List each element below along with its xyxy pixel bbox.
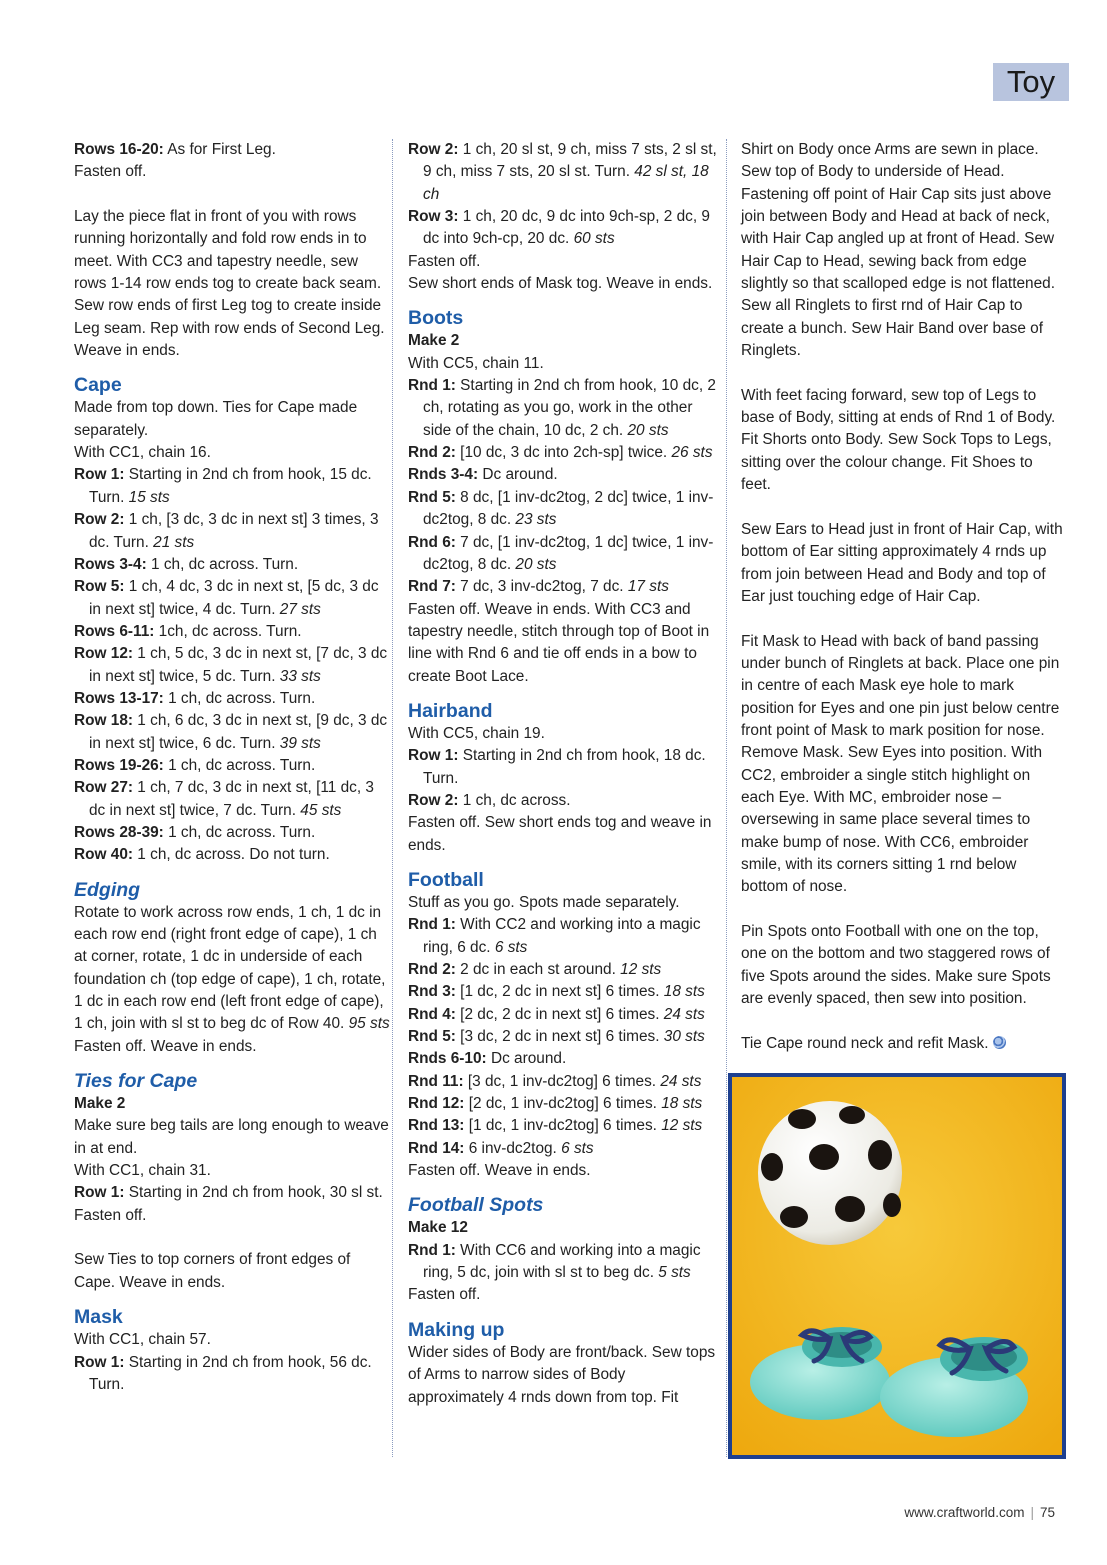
make-count: Make 2 [74,1095,126,1113]
football-and-boots-illustration [732,1077,1062,1455]
instruction-text: With CC1, chain 31. [74,1162,211,1180]
column-1 [74,139,390,1396]
yarn-ball-icon [993,1036,1006,1049]
section-heading-cape: Cape [74,374,122,397]
column-divider [726,139,727,1457]
football-icon [758,1101,902,1245]
instruction-text: Fasten off. [408,252,481,270]
instruction-row: Rnd 14: 6 inv-dc2tog. 6 sts [408,1139,594,1157]
instruction-row: Row 2: 1 ch, dc across. [408,791,571,809]
instruction-row: Row 1: Starting in 2nd ch from hook, 56 dc. Turn. [74,1353,372,1393]
instruction-row: Rnd 12: [2 dc, 1 inv-dc2tog] 6 times. 18 sts [408,1095,703,1113]
paragraph: Fasten off. Weave in ends. With CC3 and tapestry needle, stitch through top of Boot in line with Rnd 6 and tie off ends in a bow to create Boot Lace. [408,600,710,685]
section-heading-edging: Edging [74,878,141,901]
section-heading-hairband: Hairband [408,699,493,722]
instruction-row: Row 12: 1 ch, 5 dc, 3 dc in next st, [7 dc, 3 dc in next st] twice, 5 dc. Turn. 33 sts [74,645,388,685]
instruction-row: Row 40: 1 ch, dc across. Do not turn. [74,846,330,864]
website-url: www.craftworld.com [904,1505,1025,1520]
instruction-row: Rows 19-26: 1 ch, dc across. Turn. [74,756,316,774]
instruction-row: Row 2: 1 ch, [3 dc, 3 dc in next st] 3 times, 3 dc. Turn. 21 sts [74,511,379,551]
column-3 [741,139,1066,1055]
instruction-row: Row 18: 1 ch, 6 dc, 3 dc in next st, [9 dc, 3 dc in next st] twice, 6 dc. Turn. 39 sts [74,712,388,752]
paragraph: Sew Ties to top corners of front edges of Cape. Weave in ends. [74,1251,351,1291]
instruction-text: With CC1, chain 57. [74,1331,211,1349]
instruction-text: With CC5, chain 19. [408,724,545,742]
product-photo [728,1073,1066,1459]
paragraph: Wider sides of Body are front/back. Sew tops of Arms to narrow sides of Body approximately 4 rnds down from top. Fit [408,1343,716,1406]
instruction-text: Fasten off. Weave in ends. [74,1037,257,1055]
instruction-row: Row 5: 1 ch, 4 dc, 3 dc in next st, [5 dc, 3 dc in next st] twice, 4 dc. Turn. 27 sts [74,578,379,618]
instruction-text: Fasten off. [408,1286,481,1304]
instruction-row: Rnd 13: [1 dc, 1 inv-dc2tog] 6 times. 12 sts [408,1117,703,1135]
instruction-text: With CC5, chain 11. [408,354,544,372]
instruction-text: Stuff as you go. Spots made separately. [408,893,680,911]
instruction-row: Rnd 3: [1 dc, 2 dc in next st] 6 times. 18 sts [408,983,705,1001]
instruction-row: Rows 3-4: 1 ch, dc across. Turn. [74,555,299,573]
column-2 [408,139,724,1409]
instruction-text: Fasten off. [74,163,147,181]
instruction-row: Rnd 1: With CC2 and working into a magic ring, 6 dc. 6 sts [408,916,701,956]
make-count: Make 2 [408,332,460,350]
instruction-row: Rows 6-11: 1ch, dc across. Turn. [74,622,302,640]
instruction-row: Rnd 5: [3 dc, 2 dc in next st] 6 times. 30 sts [408,1028,705,1046]
paragraph: Tie Cape round neck and refit Mask. [741,1033,1066,1055]
instruction-row: Row 1: Starting in 2nd ch from hook, 30 sl st. [74,1184,383,1202]
instruction-row: Rows 28-39: 1 ch, dc across. Turn. [74,823,316,841]
instruction-row: Rnd 2: [10 dc, 3 dc into 2ch-sp] twice. 26 sts [408,444,713,462]
paragraph: Pin Spots onto Football with one on the top, one on the bottom and two staggered rows of five Spots around the sides. Make sure Spots are evenly spaced, then sew into position. [741,923,1051,1008]
paragraph: Shirt on Body once Arms are sewn in place. Sew top of Body to underside of Head. Fastening off point of Hair Cap sits just above join between Body and Head at back of neck, with Hair Cap angled up at front of Head. Sew Hair Cap to Head, sewing back from edge slightly so that scalloped edge is not flattened. Sew all Ringlets to first rnd of Hair Cap to create a bunch. Sew Hair Band over base of Ringlets. [741,141,1055,360]
paragraph: Sew Ears to Head just in front of Hair Cap, with bottom of Ear sitting approximately 4 rnds up from join between Head and Body and top of Ear just touching edge of Hair Cap. [741,520,1063,605]
column-divider [392,139,393,1457]
section-heading-boots: Boots [408,307,464,330]
instruction-text: Fasten off. [74,1206,147,1224]
instruction-row: Row 1: Starting in 2nd ch from hook, 15 dc. Turn. 15 sts [74,466,372,506]
instruction-row: Rnd 4: [2 dc, 2 dc in next st] 6 times. 24 sts [408,1005,705,1023]
instruction-row: Row 1: Starting in 2nd ch from hook, 18 dc. Turn. [408,747,706,787]
paragraph: Fasten off. Sew short ends tog and weave in ends. [408,814,712,854]
instruction-text: Sew short ends of Mask tog. Weave in ends. [408,275,713,293]
page-footer: www.craftworld.com | 75 [904,1505,1055,1520]
section-heading-ties: Ties for Cape [74,1070,198,1093]
instruction-row: Rnd 11: [3 dc, 1 inv-dc2tog] 6 times. 24 sts [408,1072,702,1090]
paragraph: With feet facing forward, sew top of Legs to base of Body, sitting at ends of Rnd 1 of Body. Fit Shorts onto Body. Sew Sock Tops to Legs, sitting over the colour change. Fit Shoes to feet. [741,386,1056,494]
instruction-row: Rows 16-20: As for First Leg. [74,141,276,158]
instruction-row: Rows 13-17: 1 ch, dc across. Turn. [74,689,316,707]
section-heading-football: Football [408,868,484,891]
instruction-text: Make sure beg tails are long enough to weave in at end. [74,1117,389,1157]
instruction-row: Rnds 3-4: Dc around. [408,466,558,484]
paragraph: Fit Mask to Head with back of band passing under bunch of Ringlets at back. Place one pin in centre of each Mask eye hole to mark position for Eyes and one pin just below centre front point of Mask to mark position for nose. Remove Mask. Sew Eyes into position. With CC2, embroider a single stitch highlight on each Eye. With MC, embroider nose – oversewing in same place several times to make bump of nose. With CC6, embroider smile, with its corners sitting 1 rnd below bottom of nose. [741,632,1060,896]
instruction-row: Rnd 6: 7 dc, [1 inv-dc2tog, 1 dc] twice, 1 inv-dc2tog, 8 dc. 20 sts [408,533,714,573]
paragraph: Rotate to work across row ends, 1 ch, 1 dc in each row end (right front edge of cape), 1 ch at corner, rotate, 1 dc in underside of each foundation ch (top edge of cape), 1 ch, rotate, 1 dc in each row end (left front edge of cape), 1 ch, join with sl st to beg dc of Row 40. 95 sts [74,903,390,1033]
instruction-row: Rnd 1: Starting in 2nd ch from hook, 10 dc, 2 ch, rotating as you go, work in the other side of the chain, 10 dc, 2 ch. 20 sts [408,377,716,439]
section-heading-football-spots: Football Spots [408,1194,544,1217]
page-number: 75 [1039,1505,1055,1520]
section-heading-making-up: Making up [408,1318,505,1341]
instruction-text: Made from top down. Ties for Cape made separately. [74,399,358,439]
instruction-row: Rnd 5: 8 dc, [1 inv-dc2tog, 2 dc] twice, 1 inv-dc2tog, 8 dc. 23 sts [408,488,714,529]
instruction-row: Row 27: 1 ch, 7 dc, 3 dc in next st, [11 dc, 3 dc in next st] twice, 7 dc. Turn. 45 sts [74,779,374,819]
instruction-row: Rnds 6-10: Dc around. [408,1050,567,1068]
make-count: Make 12 [408,1219,468,1237]
instruction-row: Row 2: 1 ch, 20 sl st, 9 ch, miss 7 sts, 2 sl st, 9 ch, miss 7 sts, 20 sl st. Turn. 42 sl st, 18 ch [408,141,717,203]
instruction-row: Rnd 7: 7 dc, 3 inv-dc2tog, 7 dc. 17 sts [408,578,669,596]
instruction-text: Fasten off. Weave in ends. [408,1162,591,1180]
paragraph: Lay the piece flat in front of you with rows running horizontally and fold row ends in to meet. With CC3 and tapestry needle, sew rows 1-14 row ends tog to create back seam. Sew row ends of first Leg tog to create inside Leg seam. Rep with row ends of Second Leg. Weave in ends. [74,208,385,360]
instruction-row: Rnd 1: With CC6 and working into a magic ring, 5 dc, join with sl st to beg dc. 5 sts [408,1241,701,1282]
instruction-row: Row 3: 1 ch, 20 dc, 9 dc into 9ch-sp, 2 dc, 9 dc into 9ch-cp, 20 dc. 60 sts [408,208,710,248]
section-tab: Toy [993,63,1069,101]
instruction-text: With CC1, chain 16. [74,444,211,462]
instruction-row: Rnd 2: 2 dc in each st around. 12 sts [408,961,662,978]
section-heading-mask: Mask [74,1306,123,1329]
